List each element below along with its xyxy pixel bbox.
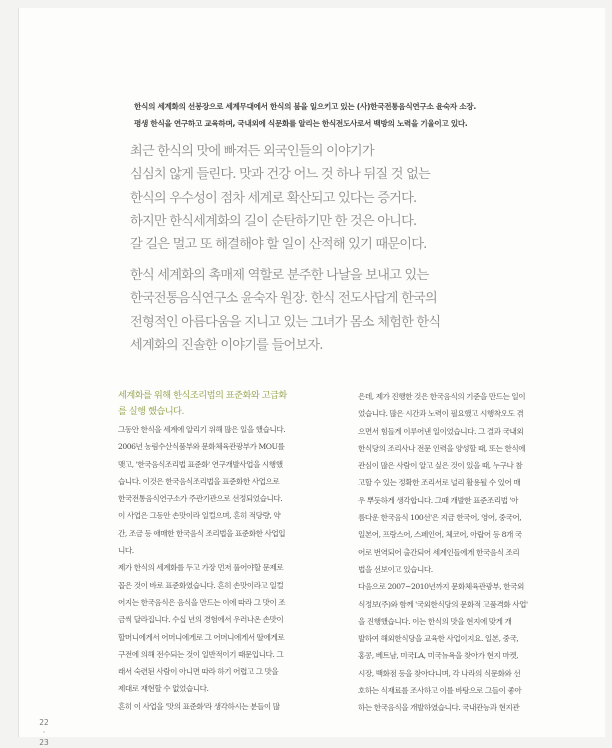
- body-line: 구전에 의해 전수되는 것이 일반적이기 때문입니다. 그: [118, 649, 284, 659]
- quote-line: 하지만 한식세계화의 길이 순탄하기만 한 것은 아니다.: [130, 213, 417, 229]
- body-line: 래서 숙련된 사람이 아니면 따라 하기 어렵고 그 맛을: [118, 667, 279, 677]
- body-line: 어로 번역되어 출간되어 세계인들에게 한국음식 조리: [358, 547, 520, 557]
- quote-line: 세계화의 진솔한 이야기를 들어보자.: [130, 337, 323, 353]
- page-number: [34, 718, 54, 748]
- pull-quote-1: [130, 140, 570, 256]
- quote-line: 전형적인 아름다움을 지니고 있는 그녀가 몸소 체험한 한식: [130, 314, 441, 330]
- quote-line: 최근 한식의 맛에 빠져든 외국인들의 이야기가: [130, 144, 374, 159]
- paragraph: [118, 421, 350, 559]
- body-line: 법을 선보이고 있습니다.: [358, 564, 433, 574]
- lead-line: 한식의 세계화의 선봉장으로 세계무대에서 한식의 붐을 일으키고 있는 (사)한국전통음식연구소 윤숙자 소장.: [134, 102, 476, 111]
- quote-line: 한식의 우수성이 점차 세계로 확산되고 있다는 증거다.: [130, 190, 417, 206]
- section-heading: [118, 388, 350, 419]
- quote-line: 심심치 않게 들린다. 맛과 건강 어느 것 하나 뒤질 것 없는: [130, 167, 430, 183]
- body-line: 한국전통음식연구소가 주관기관으로 선정되었습니다.: [118, 494, 283, 504]
- body-line: 우 뿌듯하게 생각합니다. 그때 개발한 표준조리법 '아: [358, 495, 518, 505]
- heading-line: 를 실행 했습니다.: [118, 405, 184, 417]
- lead-intro: [134, 98, 574, 132]
- body-line: 식정보(주)와 함께 '국외한식당의 문화적 고품격화 사업': [358, 599, 528, 609]
- paragraph: [358, 388, 590, 578]
- body-line: 간, 조금 등 애매한 한국음식 조리법을 표준화한 사업입: [118, 528, 286, 538]
- heading-line: 세계화를 위해 한식조리법의 표준화와 고급화: [118, 390, 287, 401]
- body-line: 관심이 많은 사람이 알고 싶은 것이 있을 때, 누구나 참: [358, 461, 523, 471]
- body-line: 다음으로 2007~2010년까지 문화체육관광부, 한국외: [358, 582, 524, 592]
- body-line: 맺고, '한국음식조리법 표준화' 연구개발사업을 시행했: [118, 459, 283, 469]
- page-number-right: 23: [39, 738, 49, 747]
- right-column: [358, 388, 590, 717]
- body-line: 고할 수 있는 정확한 조리서로 널리 활용될 수 있어 매: [358, 478, 521, 488]
- body-line: 흔히 이 사업을 '맛의 표준화'라 생각하시는 분들이 많: [118, 701, 280, 711]
- body-line: 호하는 식재료를 조사하고 이를 바탕으로 그들이 좋아: [358, 686, 522, 696]
- quote-line: 한식 세계화의 촉매제 역할로 분주한 나날을 보내고 있는: [130, 268, 429, 283]
- body-line: 이 사업은 그동안 손맛이라 일컬으며, 흔히 적당량, 약: [118, 511, 281, 521]
- body-line: 었습니다. 많은 시간과 노력이 필요했고 시행착오도 겪: [358, 409, 524, 419]
- body-line: 시장, 백화점 등을 찾아다니며, 각 나라의 식문화와 선: [358, 668, 521, 678]
- page-number-separator: ·: [42, 728, 46, 737]
- lead-line: 평생 한식을 연구하고 교육하며, 국내외에 식문화를 알리는 한식전도사로서 백방의 노력을 기울이고 있다.: [134, 119, 468, 128]
- paragraph: [358, 578, 590, 716]
- body-line: 으면서 힘들게 이루어낸 일이었습니다. 그 결과 국내외: [358, 426, 524, 436]
- body-line: 름다운 한국음식 100선'은 지금 한국어, 영어, 중국어,: [358, 513, 522, 523]
- left-column: [118, 388, 350, 715]
- paragraph: [118, 698, 350, 715]
- body-line: 은데, 제가 진행한 것은 한국음식의 기준을 만드는 일이: [358, 392, 526, 401]
- body-line: 한식당의 조리사나 전문 인력을 양성할 때, 또는 한식에: [358, 443, 526, 453]
- body-line: 일본어, 프랑스어, 스페인어, 체코어, 아랍어 등 8개 국: [358, 530, 522, 540]
- quote-line: 갈 길은 멀고 또 해결해야 할 일이 산적해 있기 때문이다.: [130, 237, 427, 253]
- body-line: 제가 한식의 세계화를 두고 가장 먼저 풀어야할 문제로: [118, 563, 284, 573]
- body-line: 제대로 재현할 수 없었습니다.: [118, 684, 209, 694]
- body-line: 그동안 한식을 세계에 알리기 위해 많은 일을 했습니다.: [118, 425, 286, 434]
- body-line: 습니다. 이것은 한국음식조리법을 표준화한 사업으로: [118, 476, 280, 486]
- body-line: 할머니에게서 어머니에게로 그 어머니에게서 딸에게로: [118, 632, 285, 642]
- body-line: 하는 한국음식을 개발하였습니다. 국내관능과 현지관: [358, 703, 520, 713]
- body-line: 2006년 농림수산식품부와 문화체육관광부가 MOU를: [118, 442, 285, 452]
- body-line: 발하여 해외한식당을 교육한 사업이지요. 일본, 중국,: [358, 634, 519, 644]
- body-line: 어지는 한국음식은 음식을 만드는 이에 따라 그 맛이 조: [118, 597, 286, 607]
- body-line: 금씩 달라집니다. 수십 년의 경험에서 우러나온 손맛이: [118, 615, 284, 625]
- body-line: 을 진행했습니다. 이는 한식의 맛을 현지에 맞게 개: [358, 616, 512, 626]
- body-line: 홍콩, 베트남, 미국LA, 미국뉴욕을 찾아가 현지 마켓,: [358, 651, 519, 661]
- quote-line: 한국전통음식연구소 윤숙자 원장. 한식 전도사답게 한국의: [130, 291, 437, 307]
- body-line: 니다.: [118, 546, 134, 556]
- body-line: 꼽은 것이 바로 표준화였습니다. 흔히 손맛이라고 일컬: [118, 580, 284, 590]
- pull-quote-2: [130, 264, 570, 357]
- paragraph: [118, 559, 350, 697]
- page-number-left: 22: [39, 718, 49, 727]
